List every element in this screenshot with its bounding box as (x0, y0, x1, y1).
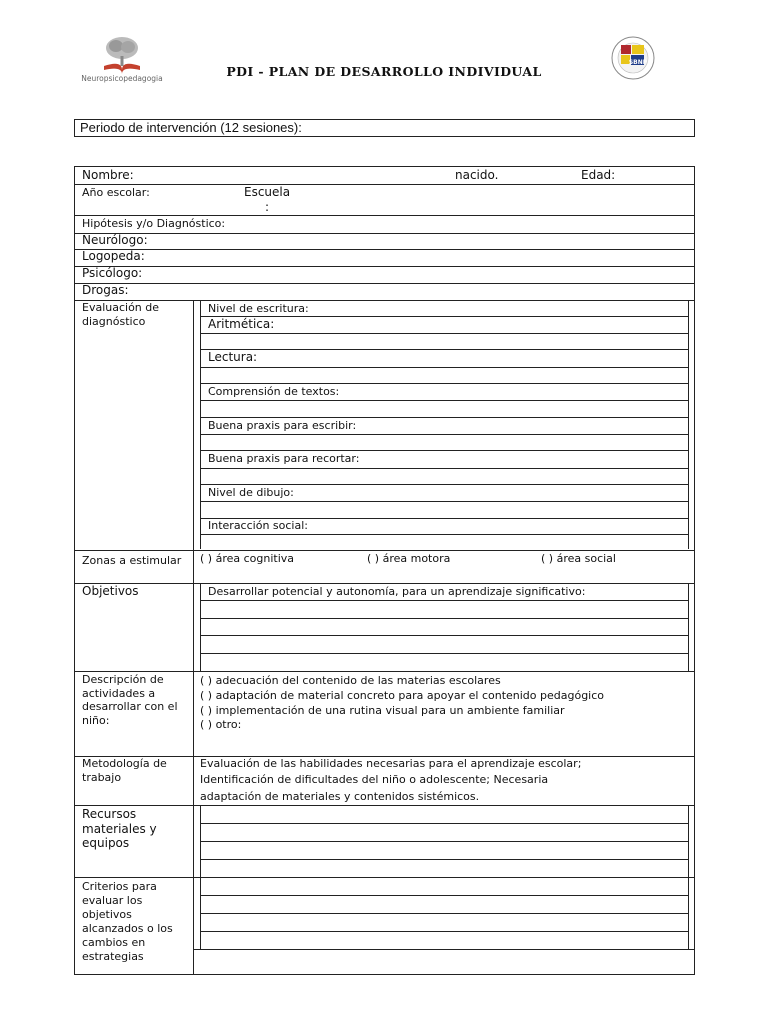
line (200, 913, 689, 914)
line (200, 841, 689, 842)
line (200, 859, 689, 860)
logopeda-label: Logopeda: (82, 249, 145, 263)
eval-item-lectura: Lectura: (208, 350, 258, 364)
line (200, 417, 689, 418)
eval-item-dibujo: Nivel de dibujo: (208, 486, 294, 499)
metodologia-line-1: Evaluación de las habilidades necesarias para el aprendizaje escolar; (200, 757, 582, 770)
line (193, 949, 694, 950)
zona-social: ( ) área social (541, 552, 616, 565)
psicologo-label: Psicólogo: (82, 266, 143, 280)
line (200, 501, 689, 502)
logo-left-caption: Neuropsicopedagogia (81, 74, 163, 83)
document-title: PDI - PLAN DE DESARROLLO INDIVIDUAL (226, 64, 542, 79)
line (200, 823, 689, 824)
evaluacion-label: Evaluación de diagnóstico (82, 301, 160, 328)
row-divider (75, 249, 694, 250)
criterios-label: Criterios para evaluar los objetivos alcanzados o los cambios en estrategias (82, 880, 173, 963)
eval-item-aritmetica: Aritmética: (208, 317, 275, 331)
escuela-colon: : (265, 200, 270, 214)
line (200, 931, 689, 932)
line (200, 635, 689, 636)
edad-label: Edad: (581, 168, 616, 182)
escuela-label: Escuela (244, 185, 291, 199)
section-divider (75, 877, 694, 878)
line (200, 484, 689, 485)
metodologia-line-2: Identificación de dificultades del niño o adolescente; Necesaria (200, 773, 549, 786)
zona-cognitiva: ( ) área cognitiva (200, 552, 295, 565)
line (200, 534, 689, 535)
section-divider (75, 805, 694, 806)
descripcion-line-1: ( ) adecuación del contenido de las materias escolares (200, 674, 501, 687)
eval-item-escritura: Nivel de escritura: (208, 302, 309, 315)
row-divider (75, 266, 694, 267)
descripcion-line-3: ( ) implementación de una rutina visual para un ambiente familiar (200, 704, 565, 717)
eval-item-comprension: Comprensión de textos: (208, 385, 340, 398)
nacido-label: nacido. (455, 168, 499, 182)
line (200, 895, 689, 896)
eval-item-interaccion: Interacción social: (208, 519, 308, 532)
line (200, 349, 689, 350)
periodo-label: Periodo de intervención (12 sesiones): (80, 120, 302, 135)
line (200, 400, 689, 401)
line (200, 653, 689, 654)
descripcion-label: Descripción de actividades a desarrollar con el niño: (82, 673, 178, 727)
metodologia-label: Metodología de trabajo (82, 757, 167, 784)
zona-motora: ( ) área motora (367, 552, 451, 565)
row-divider (75, 215, 694, 216)
ano-escolar-label: Año escolar: (82, 186, 150, 199)
row-divider (75, 233, 694, 234)
section-divider (75, 671, 694, 672)
pdi-form-table (74, 166, 695, 975)
descripcion-line-4: ( ) otro: (200, 718, 242, 731)
line (200, 367, 689, 368)
objetivos-text: Desarrollar potencial y autonomía, para un aprendizaje significativo: (208, 585, 586, 598)
line (200, 383, 689, 384)
nombre-label: Nombre: (82, 168, 134, 182)
inner-left-border (200, 300, 201, 549)
eval-item-praxis-recortar: Buena praxis para recortar: (208, 452, 360, 465)
descripcion-line-2: ( ) adaptación de material concreto para apoyar el contenido pedagógico (200, 689, 605, 702)
line (200, 618, 689, 619)
section-divider (75, 550, 694, 551)
drogas-label: Drogas: (82, 283, 129, 297)
recursos-label: Recursos materiales y equipos (82, 807, 157, 850)
objetivos-label: Objetivos (82, 584, 139, 598)
line (200, 333, 689, 334)
eval-item-praxis-escribir: Buena praxis para escribir: (208, 419, 357, 432)
inner-right-border (688, 583, 689, 671)
row-divider (75, 283, 694, 284)
line (200, 468, 689, 469)
sbnp-seal-text: SBNP (628, 59, 648, 66)
row-divider (75, 184, 694, 185)
metodologia-line-3: adaptación de materiales y contenidos sistémicos. (200, 790, 480, 803)
zonas-label: Zonas a estimular (82, 554, 182, 567)
label-column-divider (193, 300, 194, 975)
section-divider (75, 583, 694, 584)
inner-right-border (688, 300, 689, 549)
neurologo-label: Neurólogo: (82, 233, 148, 247)
line (200, 434, 689, 435)
hipotesis-label: Hipótesis y/o Diagnóstico: (82, 217, 226, 230)
brain-tree-icon (106, 37, 138, 66)
inner-left-border (200, 583, 201, 671)
line (200, 450, 689, 451)
line (200, 600, 689, 601)
